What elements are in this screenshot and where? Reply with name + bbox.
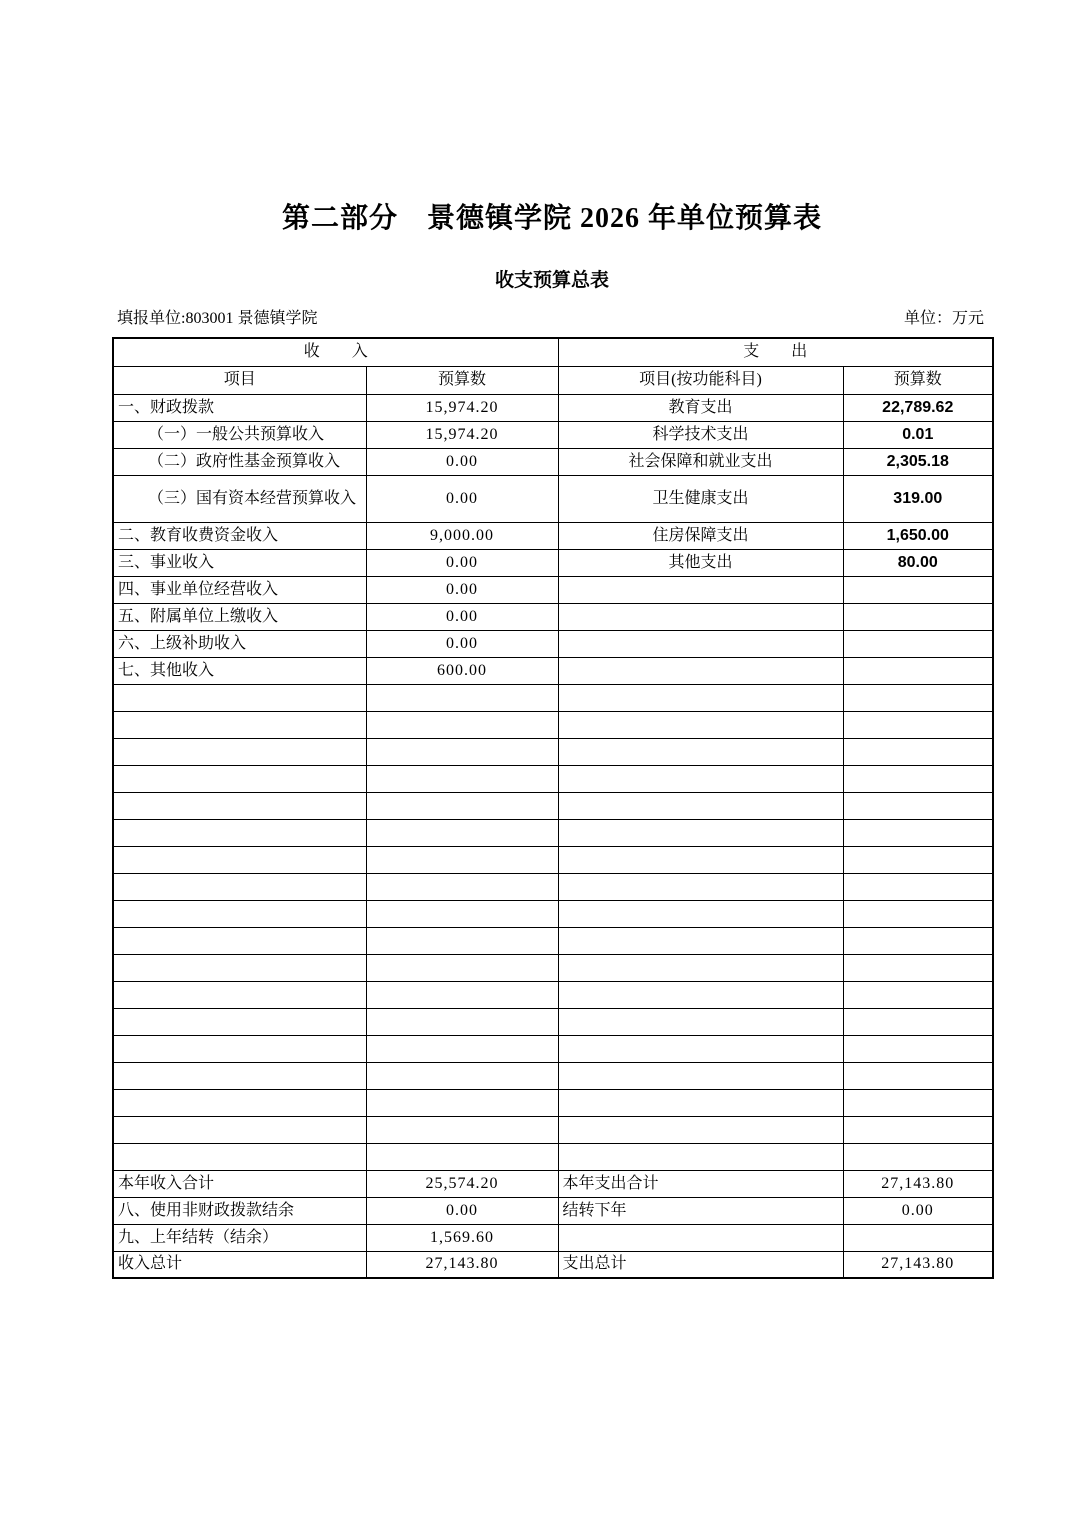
empty-table-row xyxy=(113,765,993,792)
empty-table-row xyxy=(113,1035,993,1062)
table-row xyxy=(113,1197,993,1224)
income-section-header: 收 入 xyxy=(113,338,558,366)
expense-budget-cell xyxy=(843,603,993,630)
expense-budget-cell: 0.01 xyxy=(843,421,993,448)
income-budget-cell xyxy=(366,738,558,765)
expense-budget-cell xyxy=(843,981,993,1008)
table-row xyxy=(113,549,993,576)
empty-table-row xyxy=(113,1116,993,1143)
income-budget-cell xyxy=(366,765,558,792)
expense-item-cell xyxy=(558,819,843,846)
income-item-cell xyxy=(113,981,366,1008)
table-row xyxy=(113,475,993,522)
expense-budget-cell: 2,305.18 xyxy=(843,448,993,475)
page-title: 第二部分 景德镇学院 2026 年单位预算表 xyxy=(281,203,822,234)
income-budget-cell xyxy=(366,1116,558,1143)
income-budget-cell xyxy=(366,900,558,927)
expense-budget-cell xyxy=(843,1089,993,1116)
expense-budget-cell: 27,143.80 xyxy=(843,1251,993,1278)
income-budget-cell xyxy=(366,684,558,711)
expense-budget-header: 预算数 xyxy=(843,366,993,394)
income-budget-cell xyxy=(366,846,558,873)
expense-item-cell xyxy=(558,1143,843,1170)
expense-budget-cell xyxy=(843,1116,993,1143)
income-budget-cell: 25,574.20 xyxy=(366,1170,558,1197)
income-item-cell xyxy=(113,1089,366,1116)
empty-table-row xyxy=(113,711,993,738)
income-item-cell: 九、上年结转（结余） xyxy=(113,1224,366,1251)
expense-budget-cell xyxy=(843,1224,993,1251)
expense-item-cell xyxy=(558,1224,843,1251)
expense-item-cell: 科学技术支出 xyxy=(558,421,843,448)
expense-item-cell xyxy=(558,765,843,792)
income-item-cell: 八、使用非财政拨款结余 xyxy=(113,1197,366,1224)
income-budget-cell xyxy=(366,1035,558,1062)
income-budget-cell xyxy=(366,1089,558,1116)
income-item-cell xyxy=(113,927,366,954)
income-budget-cell: 0.00 xyxy=(366,448,558,475)
income-budget-cell: 0.00 xyxy=(366,475,558,522)
income-budget-cell xyxy=(366,1143,558,1170)
income-budget-cell: 1,569.60 xyxy=(366,1224,558,1251)
income-budget-cell xyxy=(366,981,558,1008)
expense-item-cell xyxy=(558,846,843,873)
income-budget-cell xyxy=(366,792,558,819)
expense-item-cell: 社会保障和就业支出 xyxy=(558,448,843,475)
income-item-cell: 本年收入合计 xyxy=(113,1170,366,1197)
empty-table-row xyxy=(113,873,993,900)
income-item-cell xyxy=(113,954,366,981)
empty-table-row xyxy=(113,1143,993,1170)
empty-table-row xyxy=(113,684,993,711)
expense-item-header: 项目(按功能科目) xyxy=(558,366,843,394)
expense-item-cell xyxy=(558,981,843,1008)
table-row xyxy=(113,1224,993,1251)
income-budget-cell: 0.00 xyxy=(366,603,558,630)
income-item-cell: 五、附属单位上缴收入 xyxy=(113,603,366,630)
table-row xyxy=(113,522,993,549)
expense-item-cell xyxy=(558,711,843,738)
expense-item-cell xyxy=(558,1089,843,1116)
empty-table-row xyxy=(113,1089,993,1116)
empty-table-row xyxy=(113,819,993,846)
income-item-cell xyxy=(113,1116,366,1143)
expense-budget-cell: 1,650.00 xyxy=(843,522,993,549)
expense-item-cell xyxy=(558,927,843,954)
income-item-cell xyxy=(113,1143,366,1170)
income-budget-cell: 15,974.20 xyxy=(366,421,558,448)
expense-item-cell: 结转下年 xyxy=(558,1197,843,1224)
table-row xyxy=(113,1170,993,1197)
expense-budget-cell: 319.00 xyxy=(843,475,993,522)
table-row xyxy=(113,576,993,603)
expense-item-cell xyxy=(558,738,843,765)
meta-row xyxy=(112,308,992,330)
expense-item-cell: 住房保障支出 xyxy=(558,522,843,549)
expense-budget-cell xyxy=(843,576,993,603)
income-item-cell xyxy=(113,1035,366,1062)
expense-budget-cell xyxy=(843,846,993,873)
section-header-row xyxy=(113,338,993,366)
empty-table-row xyxy=(113,846,993,873)
income-item-cell: 三、事业收入 xyxy=(113,549,366,576)
expense-budget-cell xyxy=(843,1008,993,1035)
income-item-cell: 七、其他收入 xyxy=(113,657,366,684)
expense-budget-cell xyxy=(843,765,993,792)
expense-budget-cell: 22,789.62 xyxy=(843,394,993,421)
income-item-cell xyxy=(113,846,366,873)
income-item-header: 项目 xyxy=(113,366,366,394)
expense-item-cell xyxy=(558,900,843,927)
income-budget-cell xyxy=(366,873,558,900)
income-item-cell: （一）一般公共预算收入 xyxy=(113,421,366,448)
income-budget-cell xyxy=(366,819,558,846)
expense-item-cell xyxy=(558,630,843,657)
expense-budget-cell xyxy=(843,711,993,738)
empty-table-row xyxy=(113,738,993,765)
expense-item-cell: 卫生健康支出 xyxy=(558,475,843,522)
income-budget-cell: 15,974.20 xyxy=(366,394,558,421)
expense-budget-cell xyxy=(843,819,993,846)
table-row xyxy=(113,394,993,421)
document-content xyxy=(112,0,992,1279)
income-item-cell xyxy=(113,711,366,738)
table-row xyxy=(113,1251,993,1278)
expense-item-cell xyxy=(558,576,843,603)
expense-item-cell xyxy=(558,954,843,981)
income-budget-cell: 0.00 xyxy=(366,1197,558,1224)
expense-budget-cell xyxy=(843,792,993,819)
income-budget-header: 预算数 xyxy=(366,366,558,394)
empty-table-row xyxy=(113,981,993,1008)
expense-item-cell xyxy=(558,657,843,684)
expense-budget-cell xyxy=(843,738,993,765)
budget-table xyxy=(112,337,994,1279)
expense-item-cell xyxy=(558,792,843,819)
expense-budget-cell xyxy=(843,927,993,954)
income-item-cell xyxy=(113,900,366,927)
income-item-cell: 一、财政拨款 xyxy=(113,394,366,421)
income-item-cell xyxy=(113,873,366,900)
income-budget-cell: 9,000.00 xyxy=(366,522,558,549)
expense-budget-cell xyxy=(843,684,993,711)
expense-item-cell xyxy=(558,684,843,711)
empty-table-row xyxy=(113,1062,993,1089)
income-budget-cell xyxy=(366,1008,558,1035)
column-header-row xyxy=(113,366,993,394)
expense-budget-cell xyxy=(843,1143,993,1170)
income-item-cell: 六、上级补助收入 xyxy=(113,630,366,657)
empty-table-row xyxy=(113,792,993,819)
table-row xyxy=(113,448,993,475)
income-budget-cell xyxy=(366,1062,558,1089)
income-budget-cell: 0.00 xyxy=(366,630,558,657)
expense-budget-cell xyxy=(843,900,993,927)
income-budget-cell: 27,143.80 xyxy=(366,1251,558,1278)
budget-table-body xyxy=(113,338,993,1278)
expense-item-cell: 其他支出 xyxy=(558,549,843,576)
income-item-cell xyxy=(113,738,366,765)
table-row xyxy=(113,603,993,630)
expense-item-cell xyxy=(558,1035,843,1062)
expense-item-cell: 教育支出 xyxy=(558,394,843,421)
income-item-cell xyxy=(113,1062,366,1089)
page-subtitle: 收支预算总表 xyxy=(494,270,609,291)
expense-budget-cell xyxy=(843,1035,993,1062)
empty-table-row xyxy=(113,1008,993,1035)
expense-budget-cell: 27,143.80 xyxy=(843,1170,993,1197)
expense-item-cell: 支出总计 xyxy=(558,1251,843,1278)
expense-item-cell xyxy=(558,1116,843,1143)
expense-budget-cell xyxy=(843,1062,993,1089)
expense-budget-cell xyxy=(843,954,993,981)
expense-budget-cell xyxy=(843,630,993,657)
expense-budget-cell: 80.00 xyxy=(843,549,993,576)
table-row xyxy=(113,657,993,684)
income-item-cell: 收入总计 xyxy=(113,1251,366,1278)
expense-item-cell xyxy=(558,1008,843,1035)
unit-label: 单位：万元 xyxy=(903,310,984,327)
income-item-cell: 二、教育收费资金收入 xyxy=(113,522,366,549)
table-row xyxy=(113,630,993,657)
expense-section-header: 支 出 xyxy=(558,338,993,366)
income-budget-cell xyxy=(366,927,558,954)
income-item-cell xyxy=(113,792,366,819)
reporting-unit-label: 填报单位:803001 景德镇学院 xyxy=(117,310,318,327)
expense-budget-cell xyxy=(843,657,993,684)
table-row xyxy=(113,421,993,448)
income-budget-cell xyxy=(366,711,558,738)
income-item-cell xyxy=(113,1008,366,1035)
income-budget-cell: 600.00 xyxy=(366,657,558,684)
income-item-cell: （三）国有资本经营预算收入 xyxy=(113,475,366,522)
expense-item-cell xyxy=(558,1062,843,1089)
empty-table-row xyxy=(113,927,993,954)
expense-item-cell xyxy=(558,873,843,900)
expense-item-cell: 本年支出合计 xyxy=(558,1170,843,1197)
expense-budget-cell: 0.00 xyxy=(843,1197,993,1224)
income-budget-cell xyxy=(366,954,558,981)
income-item-cell xyxy=(113,819,366,846)
empty-table-row xyxy=(113,900,993,927)
income-item-cell: 四、事业单位经营收入 xyxy=(113,576,366,603)
expense-item-cell xyxy=(558,603,843,630)
empty-table-row xyxy=(113,954,993,981)
income-item-cell xyxy=(113,765,366,792)
income-budget-cell: 0.00 xyxy=(366,576,558,603)
expense-budget-cell xyxy=(843,873,993,900)
income-item-cell xyxy=(113,684,366,711)
income-budget-cell: 0.00 xyxy=(366,549,558,576)
income-item-cell: （二）政府性基金预算收入 xyxy=(113,448,366,475)
